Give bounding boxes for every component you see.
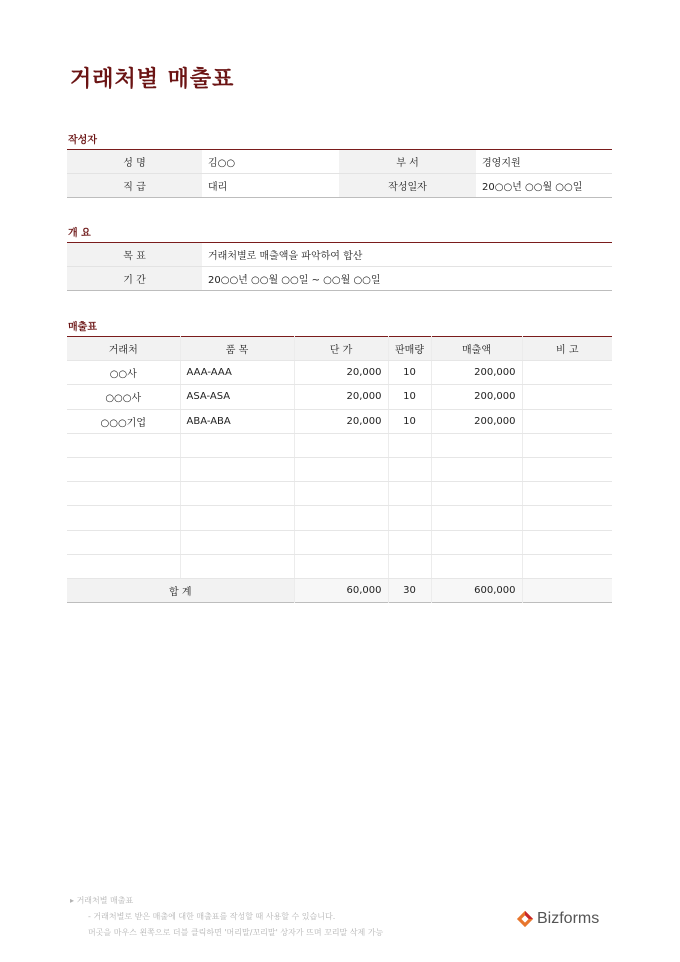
empty-cell[interactable] (67, 530, 180, 554)
empty-cell[interactable] (294, 433, 388, 457)
empty-cell[interactable] (67, 457, 180, 481)
item-cell[interactable]: AAA-AAA (180, 361, 294, 385)
amount-cell[interactable]: 200,000 (431, 385, 522, 409)
total-note[interactable] (522, 578, 612, 602)
item-cell[interactable]: ABA-ABA (180, 409, 294, 433)
bizforms-logo-icon (516, 910, 534, 928)
table-row (67, 409, 612, 433)
quantity-cell[interactable]: 10 (388, 409, 431, 433)
footer-description: - 거래처별로 받은 매출에 대한 매출표를 작성할 때 사용할 수 있습니다. (88, 912, 336, 921)
overview-section-label: 개 요 (68, 228, 91, 239)
total-quantity[interactable]: 30 (388, 578, 431, 602)
empty-cell[interactable] (180, 530, 294, 554)
empty-cell[interactable] (67, 506, 180, 530)
empty-cell[interactable] (522, 457, 612, 481)
sales-table (67, 336, 612, 603)
footer-title (70, 893, 383, 909)
price-cell[interactable]: 20,000 (294, 361, 388, 385)
empty-row (67, 530, 612, 554)
empty-cell[interactable] (180, 554, 294, 578)
rank-label: 직 급 (67, 174, 202, 198)
author-section-label: 작성자 (68, 135, 97, 146)
empty-cell[interactable] (388, 457, 431, 481)
amount-cell[interactable]: 200,000 (431, 361, 522, 385)
period-label: 기 간 (67, 267, 202, 291)
empty-cell[interactable] (180, 506, 294, 530)
item-cell[interactable]: ASA-ASA (180, 385, 294, 409)
empty-cell[interactable] (388, 482, 431, 506)
date-label: 작성일자 (339, 174, 476, 198)
empty-row (67, 482, 612, 506)
brand-logo (516, 908, 599, 930)
empty-cell[interactable] (294, 457, 388, 481)
header-item: 품 목 (180, 337, 294, 361)
empty-cell[interactable] (67, 433, 180, 457)
sales-section-label: 매출표 (68, 322, 97, 333)
table-row (67, 243, 612, 267)
document-title: 거래처별 매출표 (70, 67, 235, 92)
empty-cell[interactable] (431, 482, 522, 506)
header-price: 단 가 (294, 337, 388, 361)
period-value[interactable]: 20○○년 ○○월 ○○일 ~ ○○월 ○○일 (208, 275, 381, 286)
empty-row (67, 433, 612, 457)
empty-cell[interactable] (431, 433, 522, 457)
table-row (67, 150, 612, 174)
empty-cell[interactable] (522, 482, 612, 506)
price-cell[interactable]: 20,000 (294, 409, 388, 433)
empty-cell[interactable] (67, 554, 180, 578)
table-row (67, 361, 612, 385)
date-value[interactable]: 20○○년 ○○월 ○○일 (482, 182, 583, 193)
note-cell[interactable] (522, 361, 612, 385)
empty-cell[interactable] (294, 554, 388, 578)
empty-row (67, 506, 612, 530)
header-amount: 매출액 (431, 337, 522, 361)
quantity-cell[interactable]: 10 (388, 385, 431, 409)
header-quantity: 판매량 (388, 337, 431, 361)
empty-cell[interactable] (180, 457, 294, 481)
empty-cell[interactable] (388, 433, 431, 457)
note-cell[interactable] (522, 385, 612, 409)
goal-label: 목 표 (67, 243, 202, 267)
total-price[interactable]: 60,000 (294, 578, 388, 602)
empty-cell[interactable] (522, 506, 612, 530)
author-table (67, 149, 612, 198)
rank-value[interactable]: 대리 (208, 182, 228, 193)
empty-cell[interactable] (388, 530, 431, 554)
total-row (67, 578, 612, 602)
goal-value[interactable]: 거래처별로 매출액을 파악하여 합산 (202, 243, 612, 267)
department-label: 부 서 (339, 150, 476, 174)
client-cell[interactable]: ○○사 (67, 361, 180, 385)
quantity-cell[interactable]: 10 (388, 361, 431, 385)
footer-hint: 머곳을 마우스 왼쪽으로 더블 클릭하면 '머리말/꼬리말' 상자가 뜨며 꼬리말 삭제 가능 (88, 928, 384, 937)
table-row (67, 385, 612, 409)
overview-table (67, 242, 612, 291)
total-amount[interactable]: 600,000 (431, 578, 522, 602)
empty-cell[interactable] (180, 482, 294, 506)
empty-cell[interactable] (294, 482, 388, 506)
name-value[interactable]: 김○○ (202, 150, 339, 174)
empty-cell[interactable] (522, 554, 612, 578)
footer (70, 893, 383, 941)
empty-cell[interactable] (388, 554, 431, 578)
client-cell[interactable]: ○○○사 (67, 385, 180, 409)
client-cell[interactable]: ○○○기업 (67, 409, 180, 433)
empty-cell[interactable] (522, 530, 612, 554)
empty-row (67, 554, 612, 578)
empty-cell[interactable] (294, 530, 388, 554)
footer-title-text: 거래처별 매출표 (76, 896, 134, 905)
table-row (67, 267, 612, 291)
header-note: 비 고 (522, 337, 612, 361)
empty-cell[interactable] (67, 482, 180, 506)
empty-cell[interactable] (431, 530, 522, 554)
header-client: 거래처 (67, 337, 180, 361)
empty-cell[interactable] (522, 433, 612, 457)
empty-cell[interactable] (388, 506, 431, 530)
price-cell[interactable]: 20,000 (294, 385, 388, 409)
note-cell[interactable] (522, 409, 612, 433)
empty-cell[interactable] (431, 554, 522, 578)
table-row (67, 174, 612, 198)
empty-cell[interactable] (294, 506, 388, 530)
empty-cell[interactable] (431, 506, 522, 530)
empty-cell[interactable] (180, 433, 294, 457)
bullet-icon: ▸ (70, 896, 77, 905)
total-label: 합 계 (67, 578, 294, 602)
empty-cell[interactable] (431, 457, 522, 481)
table-header-row (67, 337, 612, 361)
department-value[interactable]: 경영지원 (476, 150, 612, 174)
empty-row (67, 457, 612, 481)
name-label: 성 명 (67, 150, 202, 174)
brand-name: Bizforms (537, 910, 600, 927)
amount-cell[interactable]: 200,000 (431, 409, 522, 433)
